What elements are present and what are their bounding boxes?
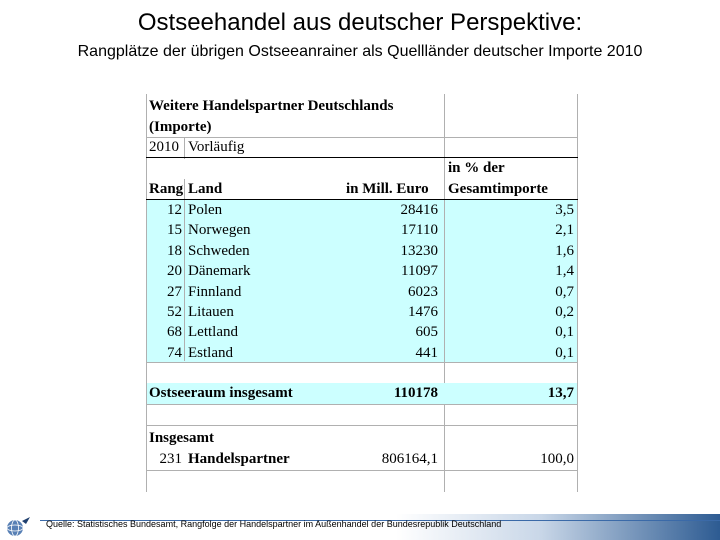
year-label: 2010 — [149, 139, 179, 155]
row-pct: 3,5 — [555, 202, 574, 218]
grid-line — [444, 94, 445, 158]
table-row — [146, 302, 578, 322]
row-pct: 1,4 — [555, 263, 574, 280]
table-title-suffix: (Importe) — [149, 119, 212, 135]
table-row — [146, 343, 578, 363]
grid-line — [146, 425, 578, 426]
row-pct: 0,2 — [555, 304, 574, 320]
grid-line — [146, 199, 578, 200]
header-row-1 — [146, 158, 578, 179]
row-rang: 68 — [167, 324, 182, 341]
year-row — [146, 137, 578, 158]
table-title: Weitere Handelspartner Deutschlands — [149, 98, 394, 114]
row-value: 17110 — [401, 222, 438, 239]
row-rang: 12 — [167, 202, 182, 218]
table-row — [146, 241, 578, 261]
sum-pct: 13,7 — [547, 385, 574, 401]
table-row — [146, 261, 578, 281]
grid-line — [184, 137, 185, 159]
grid-line — [577, 94, 578, 492]
total-row — [146, 449, 578, 470]
import-table — [146, 94, 578, 492]
grid-line — [184, 179, 185, 361]
row-land: Dänemark — [188, 263, 251, 280]
sum-value: 110178 — [393, 385, 438, 401]
row-land: Estland — [188, 344, 233, 361]
total-heading: Insgesamt — [149, 430, 215, 446]
col-rang-header: Rang — [149, 181, 184, 197]
total-land: Handelspartner — [188, 451, 290, 467]
source-note: Quelle: Statistisches Bundesamt, Rangfolge der Handelspartner im Außenhandel der Bundesrepublik Deutschland — [46, 519, 502, 529]
table-row — [146, 322, 578, 342]
table-row — [146, 200, 578, 220]
col-pct-header: Gesamtimporte — [448, 181, 548, 197]
row-value: 11097 — [401, 263, 438, 280]
col-value-header: in Mill. Euro — [346, 181, 429, 197]
row-land: Norwegen — [188, 222, 251, 239]
row-rang: 20 — [167, 263, 182, 280]
grid-line — [146, 137, 578, 138]
row-pct: 2,1 — [555, 222, 574, 239]
grid-line — [444, 404, 445, 492]
total-rang: 231 — [159, 451, 182, 467]
row-land: Litauen — [188, 304, 234, 320]
slide-subtitle: Rangplätze der übrigen Ostseeanrainer als Quellländer deutscher Importe 2010 — [77, 43, 643, 60]
globe-logo-icon — [4, 516, 32, 538]
row-pct: 0,7 — [555, 283, 574, 300]
row-pct: 0,1 — [555, 344, 574, 361]
row-rang: 15 — [167, 222, 182, 239]
grid-line — [146, 362, 578, 363]
row-land: Schweden — [188, 242, 250, 259]
row-value: 1476 — [408, 304, 438, 320]
row-rang: 27 — [167, 283, 182, 300]
row-land: Lettland — [188, 324, 238, 341]
total-value: 806164,1 — [381, 451, 438, 467]
row-rang: 18 — [167, 242, 182, 259]
status-label: Vorläufig — [188, 139, 245, 155]
slide-title: Ostseehandel aus deutscher Perspektive: — [137, 9, 583, 36]
grid-line — [146, 94, 147, 492]
row-rang: 52 — [167, 304, 182, 320]
table-row — [146, 282, 578, 302]
sum-label: Ostseeraum insgesamt — [149, 385, 293, 401]
header-row-2 — [146, 179, 578, 200]
row-land: Polen — [188, 202, 223, 218]
row-value: 605 — [415, 324, 438, 341]
row-pct: 1,6 — [555, 242, 574, 259]
grid-line — [146, 470, 578, 471]
row-value: 28416 — [400, 202, 438, 218]
table-row — [146, 220, 578, 240]
row-value: 6023 — [408, 283, 438, 300]
grid-line — [444, 158, 445, 383]
total-pct: 100,0 — [540, 451, 574, 467]
row-land: Finnland — [188, 283, 242, 300]
sum-row — [146, 383, 578, 404]
total-heading-row — [146, 428, 578, 449]
grid-line — [146, 404, 578, 405]
row-rang: 74 — [167, 344, 182, 361]
grid-line — [146, 157, 578, 158]
row-pct: 0,1 — [555, 324, 574, 341]
pct-header-line1: in % der — [448, 160, 505, 176]
row-value: 441 — [415, 344, 438, 361]
col-land-header: Land — [188, 181, 223, 197]
row-value: 13230 — [400, 242, 438, 259]
